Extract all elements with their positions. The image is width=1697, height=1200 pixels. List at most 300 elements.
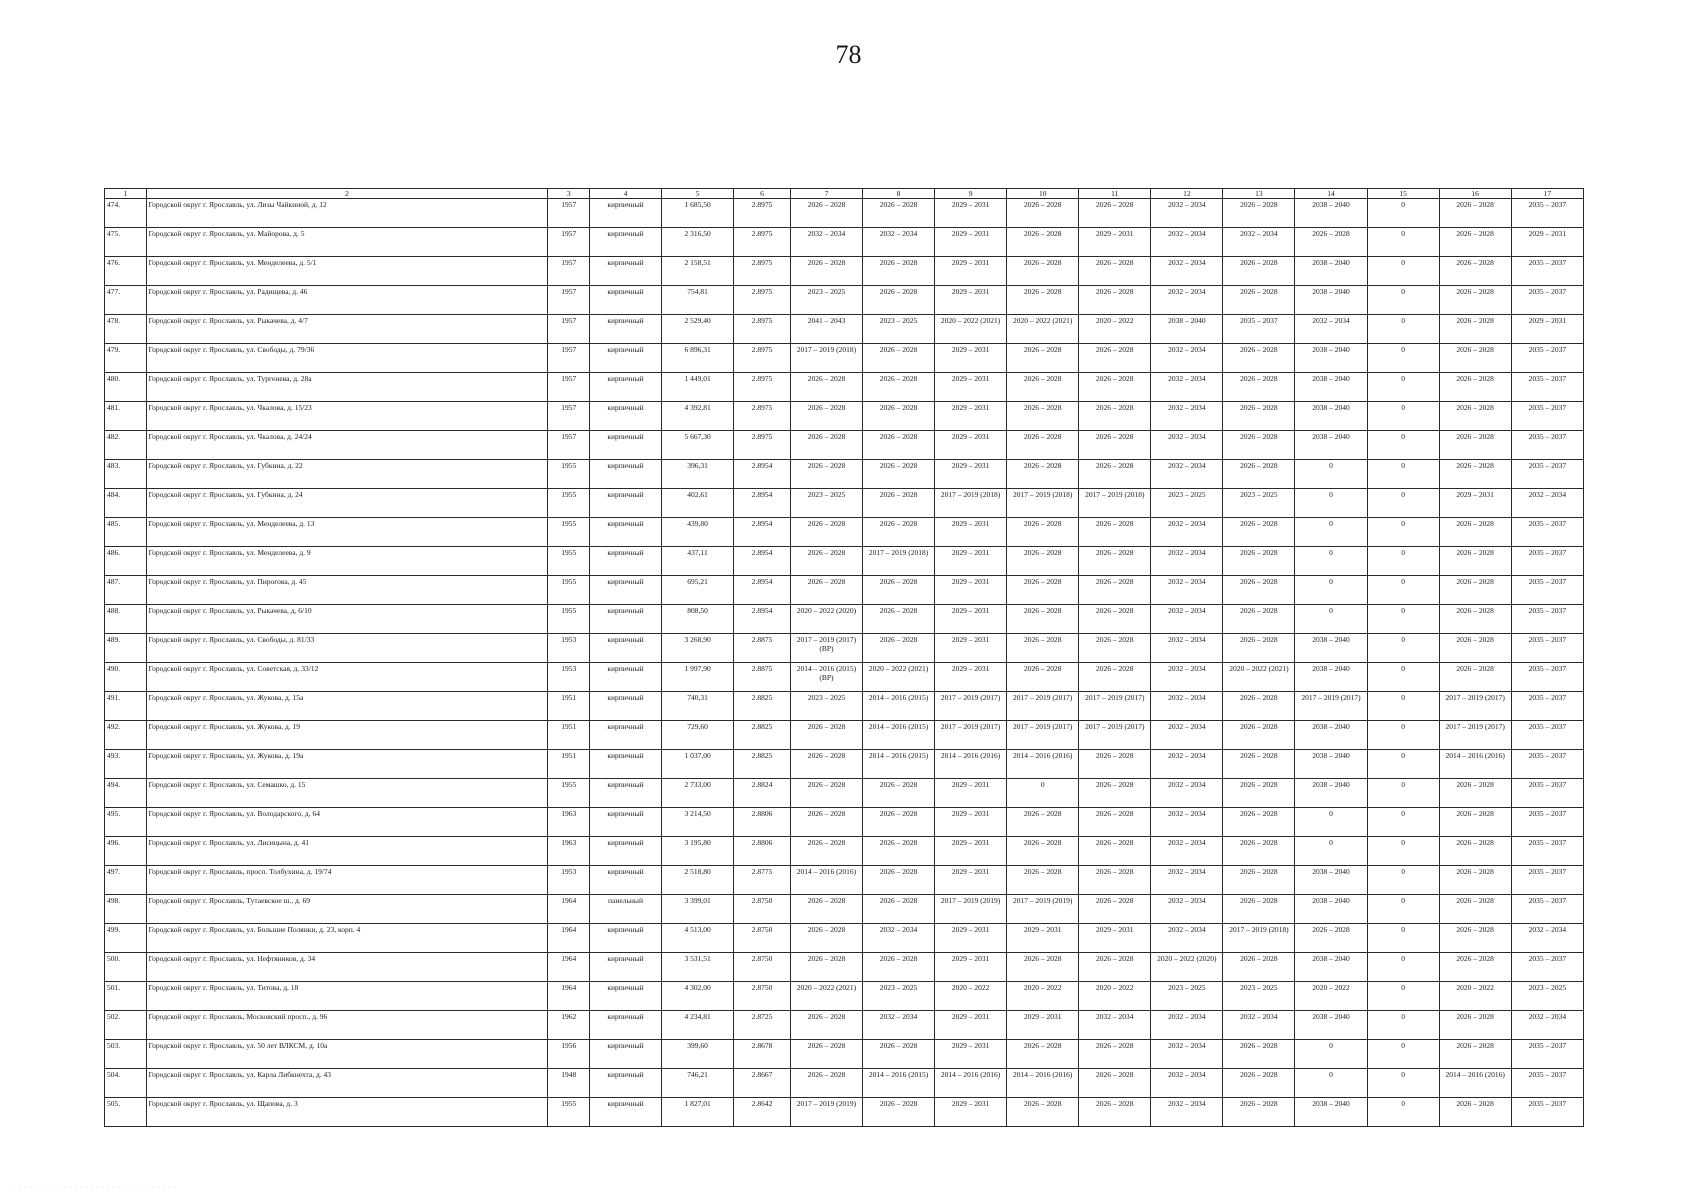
table-cell: 740,31 <box>662 692 734 721</box>
table-cell: 2029 – 2031 <box>935 431 1007 460</box>
table-cell: 2026 – 2028 <box>1079 199 1151 228</box>
table-cell: 2035 – 2037 <box>1511 895 1583 924</box>
table-row <box>105 750 1584 779</box>
table-cell: 2026 – 2028 <box>863 634 935 663</box>
table-cell: 2038 – 2040 <box>1295 895 1367 924</box>
table-row <box>105 344 1584 373</box>
table-cell: кирпичный <box>589 344 661 373</box>
table-cell: 695,21 <box>662 576 734 605</box>
table-cell: 2032 – 2034 <box>1151 576 1223 605</box>
table-cell: 2.8975 <box>734 373 791 402</box>
table-cell: 1 997,90 <box>662 663 734 692</box>
table-cell: 2 316,50 <box>662 228 734 257</box>
table-cell: 2035 – 2037 <box>1511 431 1583 460</box>
table-cell: 2029 – 2031 <box>935 1098 1007 1127</box>
table-cell: 2020 – 2022 <box>1079 982 1151 1011</box>
table-cell: 2014 – 2016 (2015) <box>863 1069 935 1098</box>
table-cell: 2017 – 2019 (2017) <box>935 721 1007 750</box>
table-cell: 2026 – 2028 <box>790 779 862 808</box>
table-cell: 2.8750 <box>734 924 791 953</box>
table-cell: 1957 <box>548 199 590 228</box>
table-cell: 2032 – 2034 <box>1151 634 1223 663</box>
table-cell: 2026 – 2028 <box>1223 286 1295 315</box>
table-cell: 2026 – 2028 <box>1439 344 1511 373</box>
table-cell: 1955 <box>548 489 590 518</box>
table-cell: 0 <box>1295 1040 1367 1069</box>
table-cell: 2026 – 2028 <box>790 837 862 866</box>
table-row <box>105 547 1584 576</box>
table-cell: 4 234,81 <box>662 1011 734 1040</box>
table-cell: 0 <box>1295 518 1367 547</box>
address-cell: Городской округ г. Ярославль, ул. Менделеева, д. 13 <box>146 518 548 547</box>
table-cell: кирпичный <box>589 953 661 982</box>
table-row <box>105 779 1584 808</box>
table-cell: 2017 – 2019 (2017) <box>1439 692 1511 721</box>
table-cell: 0 <box>1367 576 1439 605</box>
table-cell: 1957 <box>548 286 590 315</box>
schedule-table <box>104 188 1584 1127</box>
table-cell: 2.8975 <box>734 286 791 315</box>
table-cell: 2029 – 2031 <box>935 286 1007 315</box>
table-cell: 2026 – 2028 <box>1079 1098 1151 1127</box>
table-cell: 2.8806 <box>734 837 791 866</box>
column-number-cell: 5 <box>662 189 734 199</box>
table-cell: 2026 – 2028 <box>1439 315 1511 344</box>
row-number-cell: 501. <box>105 982 147 1011</box>
table-cell: 2026 – 2028 <box>790 1011 862 1040</box>
table-cell: 2026 – 2028 <box>1007 402 1079 431</box>
row-number-cell: 503. <box>105 1040 147 1069</box>
table-cell: 2017 – 2019 (2018) <box>1079 489 1151 518</box>
table-cell: 2026 – 2028 <box>1223 808 1295 837</box>
table-cell: 2026 – 2028 <box>1223 518 1295 547</box>
table-cell: 2026 – 2028 <box>1223 402 1295 431</box>
table-cell: 2026 – 2028 <box>1223 1098 1295 1127</box>
table-cell: 1951 <box>548 750 590 779</box>
table-cell: 2026 – 2028 <box>1007 634 1079 663</box>
table-cell: 0 <box>1367 634 1439 663</box>
table-cell: 2.8954 <box>734 460 791 489</box>
table-cell: 2029 – 2031 <box>1007 1011 1079 1040</box>
table-cell: 2035 – 2037 <box>1511 837 1583 866</box>
table-cell: 1 449,01 <box>662 373 734 402</box>
table-cell: 2026 – 2028 <box>1007 373 1079 402</box>
row-number-cell: 477. <box>105 286 147 315</box>
table-cell: 2035 – 2037 <box>1511 286 1583 315</box>
table-cell: 439,80 <box>662 518 734 547</box>
table-cell: 2026 – 2028 <box>1223 692 1295 721</box>
table-cell: 2026 – 2028 <box>790 895 862 924</box>
table-cell: 2026 – 2028 <box>1439 373 1511 402</box>
table-cell: 2026 – 2028 <box>1079 605 1151 634</box>
table-cell: 1963 <box>548 837 590 866</box>
table-row <box>105 431 1584 460</box>
address-cell: Городской округ г. Ярославль, ул. Губкина, д. 24 <box>146 489 548 518</box>
table-cell: 2026 – 2028 <box>1079 837 1151 866</box>
table-cell: кирпичный <box>589 199 661 228</box>
table-cell: 2038 – 2040 <box>1295 866 1367 895</box>
table-cell: 0 <box>1367 518 1439 547</box>
table-cell: 0 <box>1367 895 1439 924</box>
table-cell: 2026 – 2028 <box>1079 1040 1151 1069</box>
table-cell: 2017 – 2019 (2019) <box>935 895 1007 924</box>
table-cell: кирпичный <box>589 808 661 837</box>
table-cell: 399,60 <box>662 1040 734 1069</box>
table-cell: 2026 – 2028 <box>1223 837 1295 866</box>
table-cell: 437,11 <box>662 547 734 576</box>
table-cell: 2017 – 2019 (2018) <box>863 547 935 576</box>
table-cell: кирпичный <box>589 460 661 489</box>
table-cell: 2026 – 2028 <box>790 721 862 750</box>
table-cell: 2026 – 2028 <box>863 779 935 808</box>
table-cell: 2.8725 <box>734 1011 791 1040</box>
row-number-cell: 481. <box>105 402 147 431</box>
table-cell: 2032 – 2034 <box>1151 1098 1223 1127</box>
table-cell: 2.8975 <box>734 344 791 373</box>
table-cell: 746,21 <box>662 1069 734 1098</box>
table-cell: 2026 – 2028 <box>1007 1040 1079 1069</box>
table-cell: кирпичный <box>589 866 661 895</box>
row-number-cell: 484. <box>105 489 147 518</box>
table-cell: 2029 – 2031 <box>935 924 1007 953</box>
table-cell: 1962 <box>548 1011 590 1040</box>
table-cell: 2026 – 2028 <box>1079 547 1151 576</box>
table-cell: кирпичный <box>589 373 661 402</box>
table-cell: 2014 – 2016 (2016) <box>1007 750 1079 779</box>
table-cell: 2029 – 2031 <box>935 547 1007 576</box>
table-cell: 2032 – 2034 <box>1223 228 1295 257</box>
row-number-cell: 483. <box>105 460 147 489</box>
table-cell: 1957 <box>548 228 590 257</box>
table-cell: 2026 – 2028 <box>1007 344 1079 373</box>
table-cell: 0 <box>1367 1069 1439 1098</box>
table-cell: 2026 – 2028 <box>790 431 862 460</box>
table-cell: 2026 – 2028 <box>1079 402 1151 431</box>
table-cell: 2026 – 2028 <box>863 518 935 547</box>
table-cell: 2.8667 <box>734 1069 791 1098</box>
table-cell: 3 195,80 <box>662 837 734 866</box>
table-cell: 2026 – 2028 <box>1007 518 1079 547</box>
table-cell: 2038 – 2040 <box>1295 779 1367 808</box>
table-cell: 2026 – 2028 <box>1439 1040 1511 1069</box>
table-cell: 2026 – 2028 <box>1223 866 1295 895</box>
table-cell: 2035 – 2037 <box>1511 750 1583 779</box>
table-cell: 1963 <box>548 808 590 837</box>
row-number-cell: 482. <box>105 431 147 460</box>
table-cell: 2029 – 2031 <box>935 663 1007 692</box>
table-cell: 2.8875 <box>734 663 791 692</box>
row-number-cell: 496. <box>105 837 147 866</box>
table-cell: 2026 – 2028 <box>790 518 862 547</box>
table-cell: 2032 – 2034 <box>863 228 935 257</box>
table-cell: 2029 – 2031 <box>935 605 1007 634</box>
table-cell: 2.8678 <box>734 1040 791 1069</box>
address-cell: Городской округ г. Ярославль, Тутаевское ш., д. 69 <box>146 895 548 924</box>
table-cell: 2035 – 2037 <box>1511 518 1583 547</box>
column-number-cell: 12 <box>1151 189 1223 199</box>
table-cell: 2.8825 <box>734 750 791 779</box>
address-cell: Городской округ г. Ярославль, ул. Семашко, д. 15 <box>146 779 548 808</box>
table-row <box>105 257 1584 286</box>
address-cell: Городской округ г. Ярославль, ул. Рыкачева, д. 4/7 <box>146 315 548 344</box>
table-row <box>105 315 1584 344</box>
table-cell: 2038 – 2040 <box>1295 721 1367 750</box>
table-cell: 2026 – 2028 <box>863 808 935 837</box>
table-cell: 2035 – 2037 <box>1511 373 1583 402</box>
table-cell: 2032 – 2034 <box>1223 1011 1295 1040</box>
table-cell: 2035 – 2037 <box>1511 1040 1583 1069</box>
column-number-cell: 6 <box>734 189 791 199</box>
table-cell: 396,31 <box>662 460 734 489</box>
table-cell: 2026 – 2028 <box>1439 199 1511 228</box>
address-cell: Городской округ г. Ярославль, ул. Тургенева, д. 28а <box>146 373 548 402</box>
table-cell: 2029 – 2031 <box>935 344 1007 373</box>
table-cell: 2023 – 2025 <box>1511 982 1583 1011</box>
table-cell: 2.8824 <box>734 779 791 808</box>
table-cell: кирпичный <box>589 547 661 576</box>
table-cell: 2032 – 2034 <box>1151 1040 1223 1069</box>
table-cell: 2032 – 2034 <box>1151 518 1223 547</box>
table-cell: 2035 – 2037 <box>1511 866 1583 895</box>
table-cell: 2026 – 2028 <box>863 1098 935 1127</box>
table-cell: 4 513,00 <box>662 924 734 953</box>
table-cell: 2026 – 2028 <box>1007 228 1079 257</box>
table-cell: 2.8825 <box>734 692 791 721</box>
table-cell: 2020 – 2022 (2021) <box>790 982 862 1011</box>
table-cell: 2026 – 2028 <box>1223 634 1295 663</box>
table-row <box>105 837 1584 866</box>
table-cell: 2017 – 2019 (2019) <box>1007 895 1079 924</box>
table-cell: 2032 – 2034 <box>1151 257 1223 286</box>
table-cell: 2038 – 2040 <box>1295 286 1367 315</box>
address-cell: Городской округ г. Ярославль, Московский просп., д. 96 <box>146 1011 548 1040</box>
table-cell: 2026 – 2028 <box>1439 1098 1511 1127</box>
table-cell: 2026 – 2028 <box>790 924 862 953</box>
table-cell: 1964 <box>548 924 590 953</box>
table-cell: 2.8954 <box>734 547 791 576</box>
table-cell: 2026 – 2028 <box>790 547 862 576</box>
table-cell: 2032 – 2034 <box>1151 779 1223 808</box>
table-cell: 1 685,50 <box>662 199 734 228</box>
table-cell: 2038 – 2040 <box>1295 634 1367 663</box>
table-cell: 2032 – 2034 <box>1151 692 1223 721</box>
table-cell: 2026 – 2028 <box>1007 547 1079 576</box>
table-cell: 2029 – 2031 <box>935 257 1007 286</box>
table-cell: 2032 – 2034 <box>1151 721 1223 750</box>
table-cell: 2023 – 2025 <box>863 315 935 344</box>
table-cell: 3 531,51 <box>662 953 734 982</box>
row-number-cell: 491. <box>105 692 147 721</box>
table-cell: 2026 – 2028 <box>790 750 862 779</box>
column-number-cell: 11 <box>1079 189 1151 199</box>
table-cell: 1957 <box>548 431 590 460</box>
table-row <box>105 489 1584 518</box>
table-cell: 2017 – 2019 (2017) <box>1295 692 1367 721</box>
address-cell: Городской округ г. Ярославль, ул. Свободы, д. 81/33 <box>146 634 548 663</box>
table-cell: 2023 – 2025 <box>790 286 862 315</box>
table-cell: 2035 – 2037 <box>1511 576 1583 605</box>
table-cell: 2020 – 2022 (2021) <box>935 315 1007 344</box>
table-cell: 2026 – 2028 <box>1439 779 1511 808</box>
table-cell: 2026 – 2028 <box>790 460 862 489</box>
table-cell: 2032 – 2034 <box>1511 489 1583 518</box>
table-cell: 2026 – 2028 <box>1079 663 1151 692</box>
address-cell: Городской округ г. Ярославль, ул. Жукова, д. 19 <box>146 721 548 750</box>
table-cell: панельный <box>589 895 661 924</box>
address-cell: Городской округ г. Ярославль, ул. Советская, д. 33/12 <box>146 663 548 692</box>
row-number-cell: 505. <box>105 1098 147 1127</box>
table-cell: 2026 – 2028 <box>790 1040 862 1069</box>
table-cell: 2014 – 2016 (2015) (ВР) <box>790 663 862 692</box>
table-cell: 2026 – 2028 <box>1007 286 1079 315</box>
table-cell: 2023 – 2025 <box>790 692 862 721</box>
table-cell: 2032 – 2034 <box>1295 315 1367 344</box>
address-cell: Городской округ г. Ярославль, ул. Карла Либкнехта, д. 43 <box>146 1069 548 1098</box>
table-cell: кирпичный <box>589 431 661 460</box>
table-cell: 2.8954 <box>734 489 791 518</box>
address-cell: Городской округ г. Ярославль, ул. Чкалова, д. 24/24 <box>146 431 548 460</box>
table-cell: 2020 – 2022 <box>1007 982 1079 1011</box>
table-row <box>105 808 1584 837</box>
table-cell: 2032 – 2034 <box>1151 547 1223 576</box>
row-number-cell: 485. <box>105 518 147 547</box>
table-row <box>105 576 1584 605</box>
table-cell: кирпичный <box>589 692 661 721</box>
column-number-cell: 17 <box>1511 189 1583 199</box>
table-cell: 2032 – 2034 <box>790 228 862 257</box>
table-cell: 2026 – 2028 <box>1223 547 1295 576</box>
table-cell: 1955 <box>548 779 590 808</box>
table-cell: 2026 – 2028 <box>863 431 935 460</box>
row-number-cell: 480. <box>105 373 147 402</box>
table-cell: 0 <box>1295 837 1367 866</box>
table-cell: 2029 – 2031 <box>935 373 1007 402</box>
table-cell: 2029 – 2031 <box>935 779 1007 808</box>
table-cell: 2020 – 2022 (2020) <box>1151 953 1223 982</box>
address-cell: Городской округ г. Ярославль, ул. Свободы, д. 79/36 <box>146 344 548 373</box>
table-cell: 2014 – 2016 (2015) <box>863 750 935 779</box>
table-row <box>105 663 1584 692</box>
table-cell: 0 <box>1295 576 1367 605</box>
table-cell: 2026 – 2028 <box>863 866 935 895</box>
row-number-cell: 474. <box>105 199 147 228</box>
table-cell: 0 <box>1367 547 1439 576</box>
table-cell: 2.8750 <box>734 953 791 982</box>
table-cell: 0 <box>1367 286 1439 315</box>
table-cell: 2026 – 2028 <box>1223 1040 1295 1069</box>
table-cell: 2026 – 2028 <box>863 837 935 866</box>
table-row <box>105 721 1584 750</box>
table-cell: кирпичный <box>589 924 661 953</box>
table-cell: 2026 – 2028 <box>1007 460 1079 489</box>
table-cell: 2017 – 2019 (2017) <box>1079 721 1151 750</box>
table-row <box>105 1011 1584 1040</box>
table-cell: 2017 – 2019 (2019) <box>790 1098 862 1127</box>
table-cell: 0 <box>1295 460 1367 489</box>
table-cell: 2023 – 2025 <box>1151 982 1223 1011</box>
table-cell: 2035 – 2037 <box>1223 315 1295 344</box>
table-cell: 2026 – 2028 <box>1223 1069 1295 1098</box>
table-cell: 2026 – 2028 <box>790 402 862 431</box>
table-cell: 2026 – 2028 <box>863 373 935 402</box>
table-cell: 2032 – 2034 <box>1151 431 1223 460</box>
table-cell: 2029 – 2031 <box>935 634 1007 663</box>
table-cell: 2035 – 2037 <box>1511 460 1583 489</box>
table-cell: 2020 – 2022 (2020) <box>790 605 862 634</box>
table-cell: 2032 – 2034 <box>1151 228 1223 257</box>
table-cell: 2026 – 2028 <box>1223 431 1295 460</box>
table-cell: 1956 <box>548 1040 590 1069</box>
table-cell: 1955 <box>548 460 590 489</box>
column-number-cell: 1 <box>105 189 147 199</box>
table-cell: 2038 – 2040 <box>1295 750 1367 779</box>
table-cell: 2026 – 2028 <box>863 489 935 518</box>
table-cell: 2023 – 2025 <box>863 982 935 1011</box>
table-cell: 2032 – 2034 <box>1151 837 1223 866</box>
column-number-cell: 16 <box>1439 189 1511 199</box>
table-cell: 0 <box>1295 808 1367 837</box>
table-row <box>105 1040 1584 1069</box>
table-cell: 2017 – 2019 (2017) <box>1007 721 1079 750</box>
table-cell: 2041 – 2043 <box>790 315 862 344</box>
table-cell: 2029 – 2031 <box>935 1011 1007 1040</box>
table-cell: 2026 – 2028 <box>790 576 862 605</box>
table-cell: 2029 – 2031 <box>1007 924 1079 953</box>
table-cell: 2026 – 2028 <box>1439 257 1511 286</box>
table-cell: 2026 – 2028 <box>863 257 935 286</box>
table-cell: кирпичный <box>589 286 661 315</box>
table-row <box>105 924 1584 953</box>
table-cell: 2020 – 2022 <box>1079 315 1151 344</box>
table-cell: 0 <box>1367 837 1439 866</box>
table-cell: 0 <box>1367 199 1439 228</box>
table-cell: 3 268,90 <box>662 634 734 663</box>
table-row <box>105 228 1584 257</box>
table-cell: 0 <box>1295 489 1367 518</box>
table-cell: 2026 – 2028 <box>1079 866 1151 895</box>
table-cell: 2026 – 2028 <box>1079 373 1151 402</box>
table-cell: 2020 – 2022 (2021) <box>863 663 935 692</box>
table-cell: 2 529,40 <box>662 315 734 344</box>
row-number-cell: 478. <box>105 315 147 344</box>
table-cell: 2026 – 2028 <box>1439 663 1511 692</box>
table-cell: 2017 – 2019 (2018) <box>935 489 1007 518</box>
table-cell: 1955 <box>548 518 590 547</box>
table-cell: 2026 – 2028 <box>1007 576 1079 605</box>
table-cell: 2032 – 2034 <box>1511 924 1583 953</box>
table-cell: 2.8975 <box>734 431 791 460</box>
table-cell: 2029 – 2031 <box>935 1040 1007 1069</box>
table-cell: 2026 – 2028 <box>790 808 862 837</box>
row-number-cell: 486. <box>105 547 147 576</box>
table-cell: 0 <box>1367 1011 1439 1040</box>
table-cell: 2032 – 2034 <box>1151 373 1223 402</box>
table-cell: 2026 – 2028 <box>1079 344 1151 373</box>
address-cell: Городской округ г. Ярославль, ул. Жукова, д. 19а <box>146 750 548 779</box>
table-cell: кирпичный <box>589 518 661 547</box>
table-cell: 2014 – 2016 (2016) <box>1439 750 1511 779</box>
row-number-cell: 500. <box>105 953 147 982</box>
table-row <box>105 692 1584 721</box>
table-cell: кирпичный <box>589 663 661 692</box>
table-cell: 2035 – 2037 <box>1511 779 1583 808</box>
address-cell: Городской округ г. Ярославль, ул. Менделеева, д. 5/1 <box>146 257 548 286</box>
table-cell: кирпичный <box>589 1069 661 1098</box>
column-number-cell: 15 <box>1367 189 1439 199</box>
table-cell: 2026 – 2028 <box>790 257 862 286</box>
address-cell: Городской округ г. Ярославль, ул. Володарского, д. 64 <box>146 808 548 837</box>
table-cell: 729,60 <box>662 721 734 750</box>
